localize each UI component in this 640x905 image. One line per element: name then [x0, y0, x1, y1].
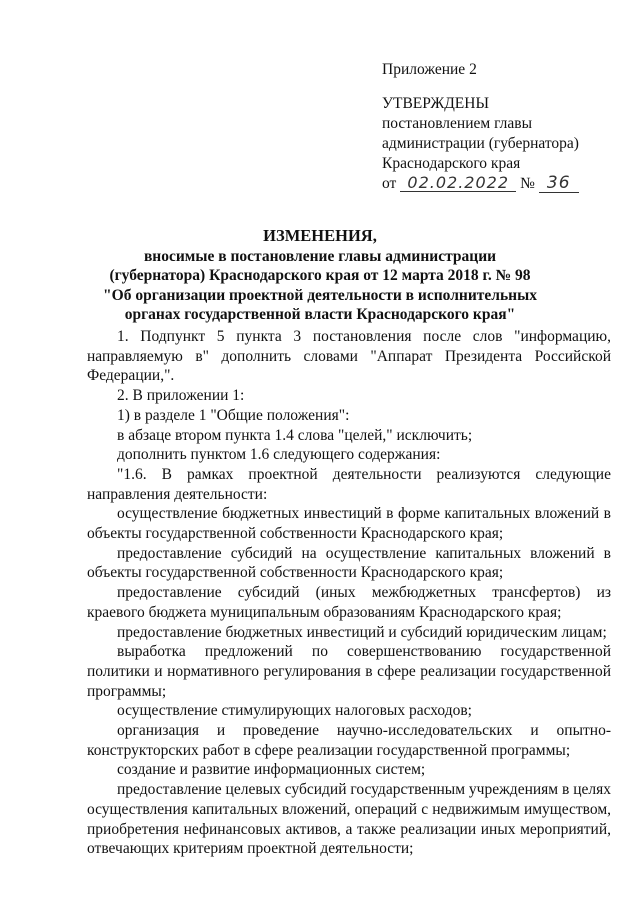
- paragraph-3: 1) в разделе 1 "Общие положения":: [117, 406, 350, 424]
- title-line-4: органах государственной власти Краснодарского края": [124, 306, 516, 323]
- paragraph-15: предоставление целевых субсидий государственным учреждениям в целях осуществления капитальных вложений, операций с недвижимым имуществом, приобретения нефинансовых активов, а также реализации иных мероприятий, отвечающих критериям проектной деятельности;: [87, 781, 611, 858]
- handwritten-date: 02.02.2022: [400, 174, 516, 192]
- paragraph-13: организация и проведение научно-исследовательских и опытно-конструкторских работ в сфере реализации государственной программы;: [87, 722, 611, 759]
- paragraph-14: создание и развитие информационных систем;: [117, 761, 426, 779]
- title-line-2: (губернатора) Краснодарского края от 12 марта 2018 г. № 98: [109, 267, 531, 284]
- paragraph-5: дополнить пунктом 1.6 следующего содержания:: [117, 446, 441, 464]
- paragraph-6: "1.6. В рамках проектной деятельности реализуются следующие направления деятельности:: [87, 465, 611, 503]
- number-label: №: [520, 175, 535, 192]
- paragraph-1: 1. Подпункт 5 пункта 3 постановления после слов "информацию, направляемую в" дополнить словами "Аппарат Президента Российской Федерации,".: [87, 328, 611, 385]
- paragraph-8: предоставление субсидий на осуществление капитальных вложений в объекты государственной собственности Краснодарского края;: [87, 544, 611, 582]
- paragraph-2: 2. В приложении 1:: [117, 387, 245, 405]
- paragraph-11: выработка предложений по совершенствованию государственной политики и нормативного регулирования в сфере реализации государственной программы;: [87, 643, 611, 700]
- document-title: [100, 226, 540, 325]
- paragraph-10: предоставление бюджетных инвестиций и субсидий юридическим лицам;: [117, 623, 607, 641]
- title-line-1: вносимые в постановление главы администрации: [143, 247, 497, 265]
- approval-line-2: администрации (губернатора): [382, 135, 579, 152]
- paragraph-4: в абзаце втором пункта 1.4 слова "целей," исключить;: [117, 426, 473, 444]
- title-main: ИЗМЕНЕНИЯ,: [263, 226, 377, 245]
- paragraph-7: осуществление бюджетных инвестиций в форме капитальных вложений в объекты государственной собственности Краснодарского края;: [87, 505, 611, 543]
- title-line-3: "Об организации проектной деятельности в исполнительных: [103, 286, 537, 304]
- document-body: [87, 327, 611, 859]
- from-label: от: [382, 175, 397, 192]
- appendix-label: Приложение 2: [382, 61, 477, 78]
- paragraph-9: предоставление субсидий (иных межбюджетных трансфертов) из краевого бюджета муниципальным образованиям Краснодарского края;: [87, 584, 611, 621]
- handwritten-number: 36: [539, 175, 579, 193]
- approval-block: [382, 60, 622, 194]
- approval-line-1: постановлением главы: [382, 115, 532, 132]
- approved-label: УТВЕРЖДЕНЫ: [382, 95, 489, 112]
- date-number-line: [382, 174, 622, 194]
- paragraph-12: осуществление стимулирующих налоговых расходов;: [117, 702, 472, 720]
- approval-line-3: Краснодарского края: [382, 155, 521, 172]
